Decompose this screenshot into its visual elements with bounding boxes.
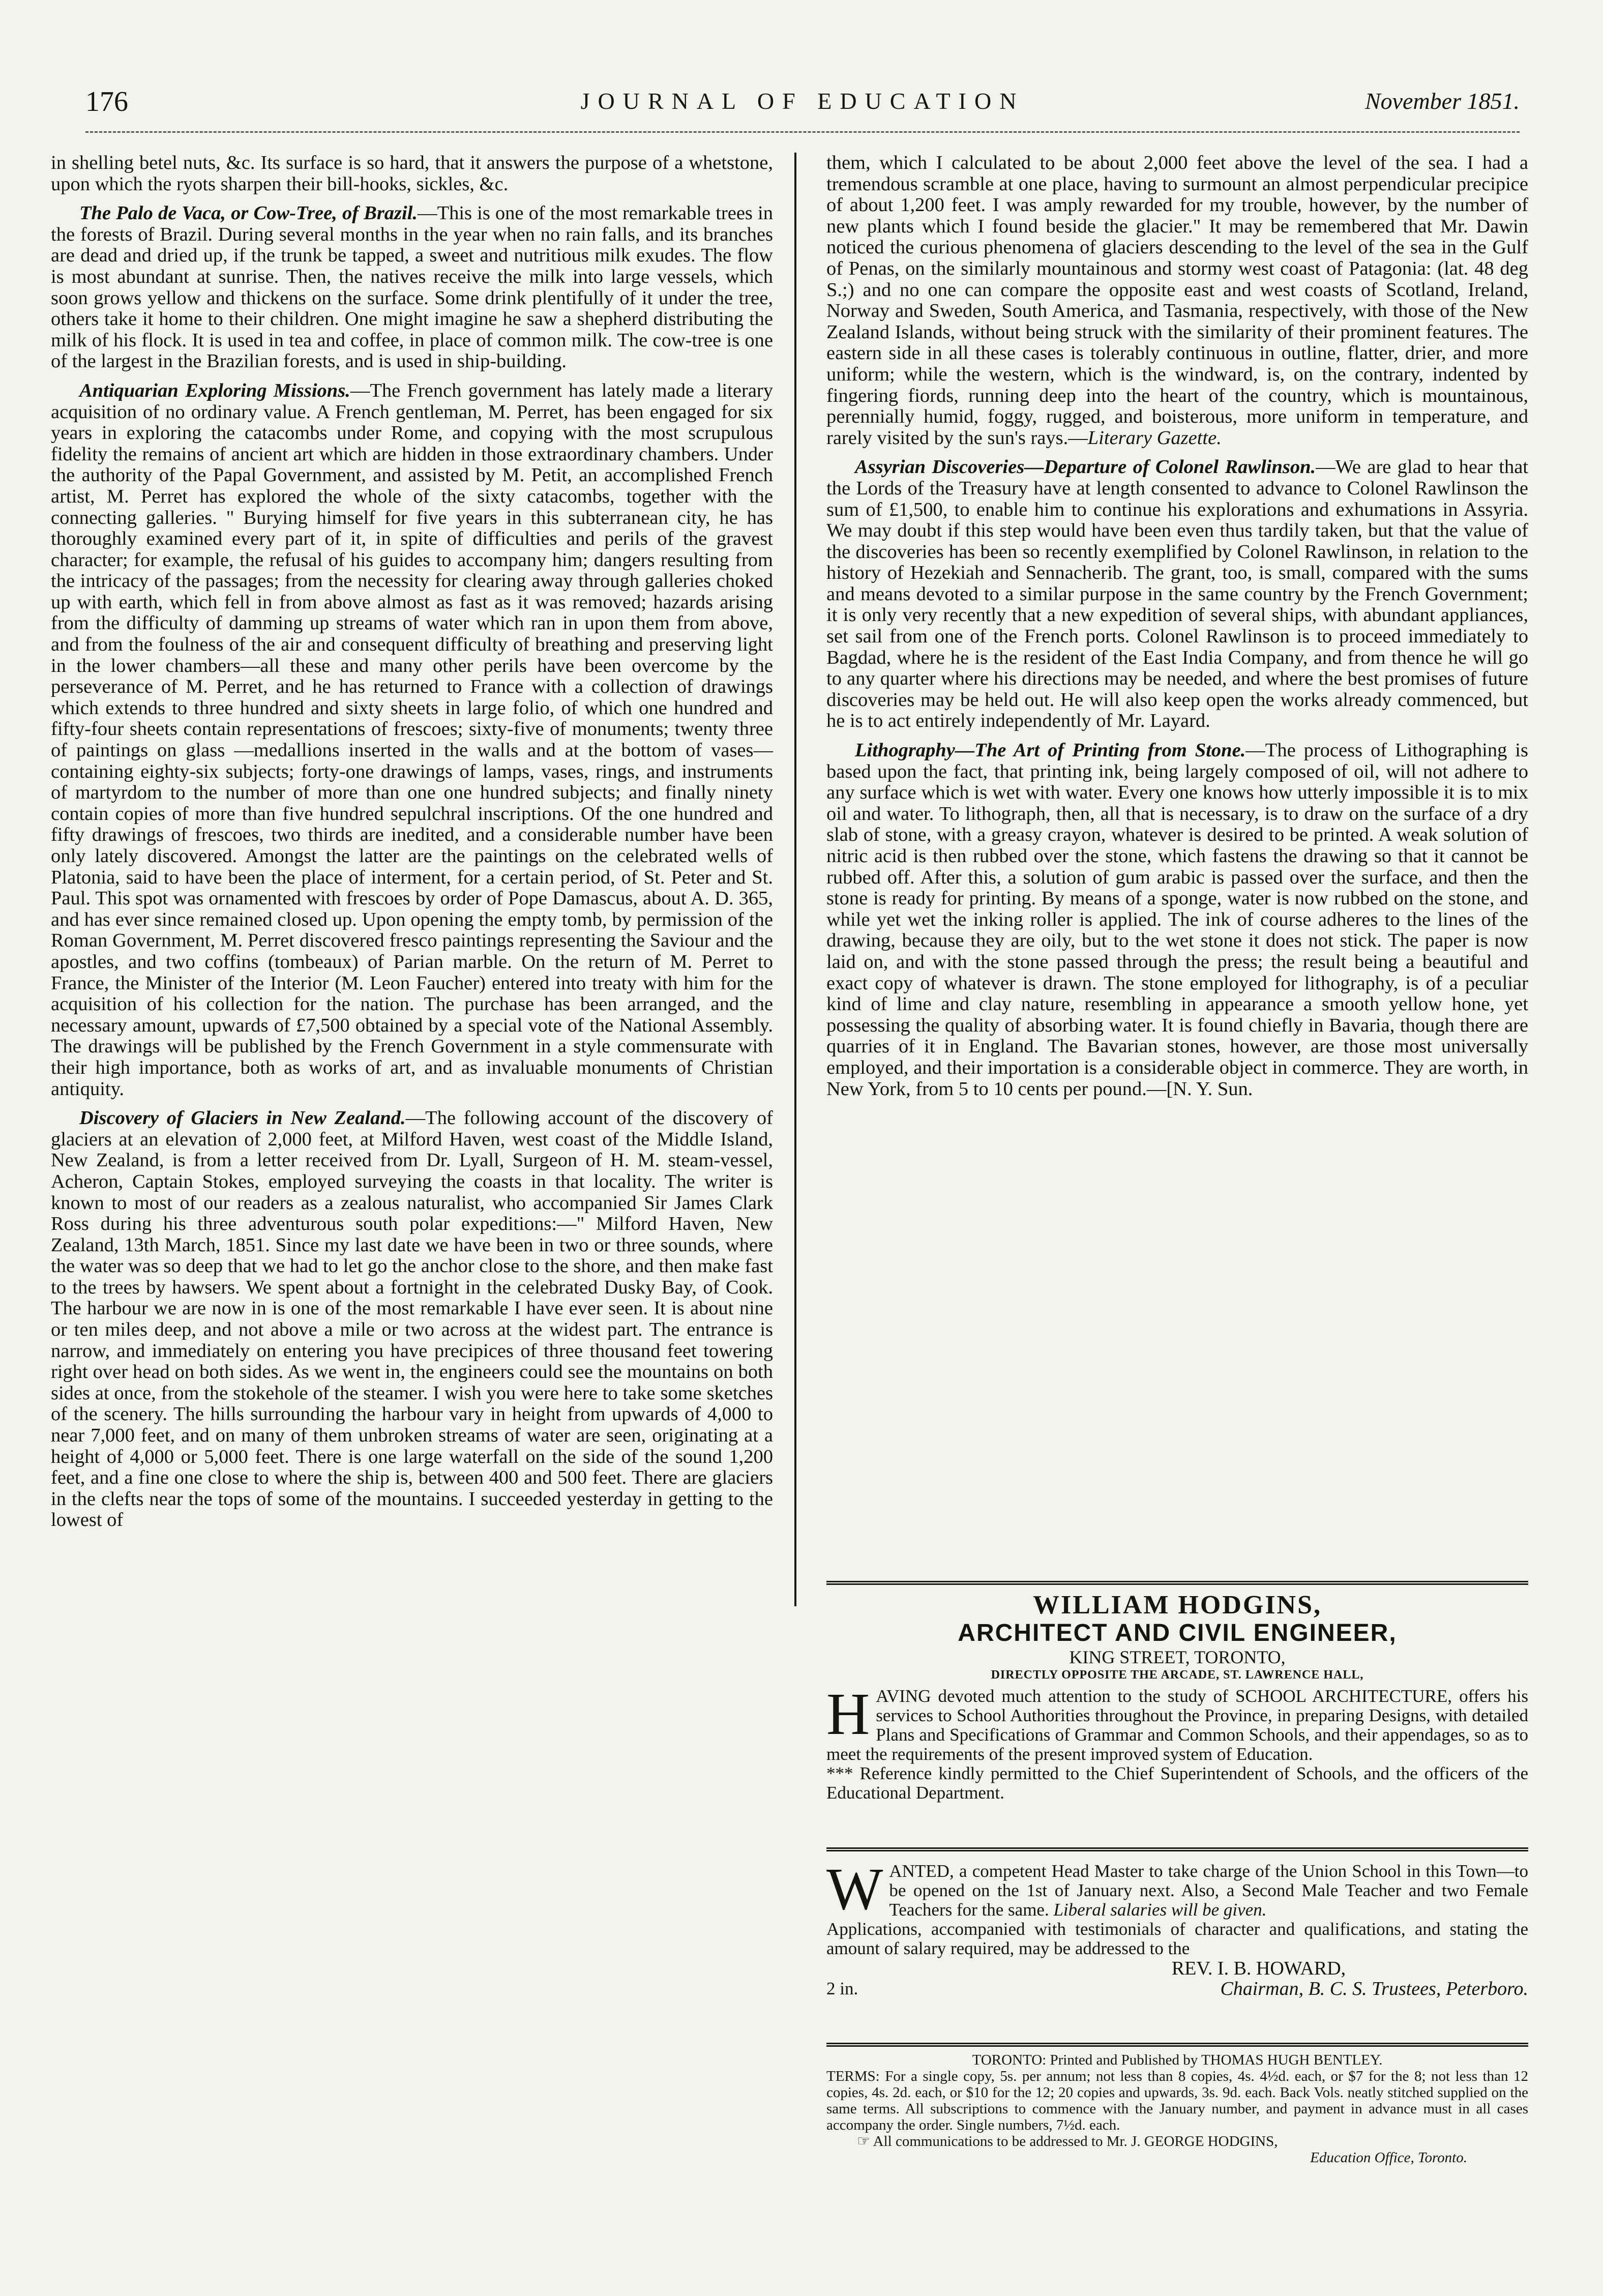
journal-title: JOURNAL OF EDUCATION: [580, 88, 1025, 114]
lithography-article: [826, 740, 1528, 1100]
antiquarian-article: [51, 380, 773, 1100]
article-source: Literary Gazette.: [1087, 427, 1222, 449]
advert-rule-top: [826, 1581, 1528, 1585]
advert-body: [826, 1856, 1528, 1922]
drop-cap: W: [826, 1856, 883, 1922]
article-body: them, which I calculated to be about 2,000 feet above the level of the sea. I had a tremendous scramble at one place, having to surmount an almost perpendicular precipice of about 1,200 feet. I was amply rewarded for my trouble, however, by the number of new plants which I found beside the glacier." It may be remembered that Mr. Dawin noticed the curious phenomena of glaciers descending to the level of the sea in the Gulf of Penas, on the similarly mountainous and stormy west coast of Patagonia: (lat. 48 deg S.;) and no one can compare the opposite east and west coasts of Scotland, Ireland, Norway and Sweden, South America, and Tasmania, respectively, with those of the New Zealand Islands, without being struck with the similarity of their prominent features. The eastern side in all these cases is tolerably continuous in outline, flatter, drier, and more uniform; while the western, which is the windward, is, on the contrary, indented by fingering fiords, running deep into the heart of the country, which is mountainous, perennially humid, foggy, rugged, and boisterous, more uniform in temperature, and rarely visited by the sun's rays.—: [826, 152, 1528, 449]
advert-rule-bottom: [826, 2043, 1528, 2047]
glaciers-article: [51, 1108, 773, 1531]
article-body: —This is one of the most remarkable trees in the forests of Brazil. During several months in the year when no rain falls, and its branches are dead and dried up, if the trunk be tapped, a sweet and nutritious milk exudes. The flow is most abundant at sunrise. Then, the natives receive the milk into large vessels, which soon grows yellow and thickens on the surface. Some drink plentifully of it under the tree, others take it home to their children. One might imagine he saw a shepherd distributing the milk of his flock. It is used in tea and coffee, in place of common milk. The cow-tree is one of the largest in the Brazilian forests, and is used in ship-building.: [51, 202, 773, 372]
header-rule: [85, 131, 1520, 138]
advert-issue: 2 in.: [826, 1979, 858, 1998]
palo-de-vaca-article: [51, 203, 773, 372]
column-divider: [794, 153, 796, 1606]
drop-cap: H: [826, 1681, 870, 1747]
page-number: 176: [85, 86, 128, 117]
article-body: —The following account of the discovery of glaciers at an elevation of 2,000 feet, at Milford Haven, west coast of the Middle Island, New Zealand, is from a letter received from Dr. Lyall, Surgeon of H. M. steam-vessel, Acheron, Captain Stokes, employed surveying the coasts in that locality. The writer is known to most of our readers as a zealous naturalist, who accompanied Sir James Clark Ross during his three adventurous south polar expeditions:—" Milford Haven, New Zealand, 13th March, 1851. Since my last date we have been in two or three sounds, where the water was so deep that we had to let go the anchor close to the shore, and then make fast to the trees by hawsers. We spent about a fortnight in the celebrated Dusky Bay, of Cook. The harbour we are now in is one of the most remarkable I have ever seen. It is about nine or ten miles deep, and not above a mile or two across at the widest part. The entrance is narrow, and immediately on entering you have precipices of three thousand feet towering right over head on both sides. As we went in, the engineers could see the mountains on both sides at once, from the stokehole of the steamer. I wish you were here to take some sketches of the scenery. The hills surrounding the harbour vary in height from upwards of 4,000 to near 7,000 feet, and on many of them unbroken streams of water are seen, originating at a height of 4,000 or 5,000 feet. There is one large waterfall on the side of the sound 1,200 feet, and a fine one close to where the ship is, between 400 and 500 feet. There are glaciers in the clefts near the tops of some of the mountains. I succeeded yesterday in getting to the lowest of: [51, 1107, 773, 1531]
article-heading: Assyrian Discoveries—Departure of Colonel Rawlinson.: [855, 456, 1316, 478]
imprint: [826, 2052, 1528, 2166]
article-body: —The process of Lithographing is based upon the fact, that printing ink, being largely composed of oil, will not adhere to any surface which is wet with water. Every one knows how utterly impossible it is to mix oil and water. To lithograph, then, all that is necessary, is to draw on the surface of a dry slab of stone, with a greasy crayon, whatever is desired to be printed. A weak solution of nitric acid is then rubbed over the stone, which fastens the drawing so that it cannot be rubbed off. After this, a solution of gum arabic is passed over the surface, and then the stone is ready for printing. By means of a sponge, water is now rubbed on the stone, and while yet wet the inking roller is applied. The ink of course adheres to the lines of the drawing, because they are oily, but to the wet stone it does not stick. The paper is now laid on, and with the stone passed through the press; the result being a beautiful and exact copy of whatever is drawn. The stone employed for lithography, is of a peculiar kind of lime and clay nature, resembling in appearance a smooth yellow hone, yet possessing the quality of absorbing water. It is found chiefly in Bavaria, though there are quarries of it in England. The Bavarian stones, however, are those most universally employed, and their importation is a considerable object in commerce. They are worth, in New York, from 5 to 10 cents per pound.—[N. Y. Sun.: [826, 740, 1528, 1100]
advert-name: WILLIAM HODGINS,: [1032, 1591, 1322, 1620]
advert-profession: ARCHITECT AND CIVIL ENGINEER,: [958, 1620, 1397, 1646]
advert-address: KING STREET, TORONTO,: [1069, 1647, 1286, 1667]
running-header: [85, 85, 1520, 121]
subscription-terms: TERMS: For a single copy, 5s. per annum; not less than 8 copies, 4s. 4½d. each, or $7 for the 8; not less than 12 copies, 4s. 2d. each, or $10 for the 12; 20 copies and upwards, 3s. 9d. each. Back Vols. neatly stitched supplied on the same terms. All subscriptions to commence with the January number, and payment in advance must in all cases accompany the order. Single numbers, 7½d. each.: [826, 2068, 1528, 2133]
article-heading: Lithography—The Art of Printing from Stone.: [855, 740, 1246, 761]
article-heading: The Palo de Vaca, or Cow-Tree, of Brazil.: [79, 202, 418, 224]
advert-rule-middle: [826, 1847, 1528, 1851]
article-heading: Discovery of Glaciers in New Zealand.: [79, 1107, 406, 1129]
advert-location: DIRECTLY OPPOSITE THE ARCADE, ST. LAWRENCE HALL,: [991, 1668, 1364, 1682]
left-column: [51, 153, 773, 1539]
advert-text: AVING devoted much attention to the study of SCHOOL ARCHITECTURE, offers his services to School Authorities throughout the Province, in preparing Designs, with detailed Plans and Specifications of Grammar and Common Schools, and their appendages, so as to meet the requirements of the present improved system of Education.: [826, 1686, 1528, 1764]
issue-date: November 1851.: [1364, 88, 1520, 114]
advert-text: ANTED, a competent Head Master to take charge of the Union School in this Town—to be opened on the 1st of January next. Also, a Second Male Teacher and two Female Teachers for the same.: [889, 1861, 1528, 1920]
advert-signer-title: Chairman, B. C. S. Trustees, Peterboro.: [1220, 1978, 1528, 1999]
advert-signer: REV. I. B. HOWARD,: [1171, 1958, 1346, 1979]
assyrian-article: [826, 457, 1528, 732]
article-body: —The French government has lately made a literary acquisition of no ordinary value. A French gentleman, M. Perret, has been engaged for six years in exploring the catacombs under Rome, and copying with the most scrupulous fidelity the remains of ancient art which are hidden in those extraordinary chambers. Under the authority of the Papal Government, and assisted by M. Petit, an accomplished French artist, M. Perret has explored the whole of the sixty catacombs, together with the connecting galleries. " Burying himself for five years in this subterranean city, he has thoroughly examined every part of it, in spite of difficulties and perils of the gravest character; for example, the refusal of his guides to accompany him; dangers resulting from the intricacy of the passages; from the necessity for clearing away through galleries choked up with earth, which fell in from above almost as fast as it was removed; hazards arising from the difficulty of damming up streams of water which ran in upon them from above, and from the foulness of the air and consequent difficulty of breathing and preserving light in the lower chambers—all these and many other perils have been overcome by the perseverance of M. Perret, and he has returned to France with a collection of drawings which extends to three hundred and sixty sheets in large folio, of which one hundred and fifty-four sheets contain representations of frescoes; sixty-five of monuments; twenty three of paintings on glass —medallions inserted in the walls and at the bottom of vases—containing eighty-six subjects; forty-one drawings of lamps, vases, rings, and instruments of martyrdom to the number of more than one one hundred subjects; and finally ninety contain copies of more than five hundred sepulchral inscriptions. Of the one hundred and fifty drawings of frescoes, two thirds are inedited, and a considerable number have been only lately discovered. Amongst the latter are the paintings on the celebrated wells of Platonia, said to have been the place of interment, for a certain period, of St. Peter and St. Paul. This spot was ornamented with frescoes by order of Pope Damascus, about A. D. 365, and has ever since remained closed up. Upon opening the empty tomb, by permission of the Roman Government, M. Perret discovered fresco paintings representing the Saviour and the apostles, and two coffins (tombeaux) of Parian marble. On the return of M. Perret to France, the Minister of the Interior (M. Leon Faucher) entered into treaty with him for the acquisition of his collection for the nation. The purchase has been arranged, and the necessary amount, upwards of £7,500 obtained by a special vote of the National Assembly. The drawings will be published by the French Government in a style commensurate with their high importance, both as works of art, and as invaluable monuments of Christian antiquity.: [51, 379, 773, 1100]
advert-body: [826, 1681, 1528, 1764]
glaciers-continuation: [826, 153, 1528, 449]
communications-line: ☞ All communications to be addressed to Mr. J. GEORGE HODGINS,: [857, 2133, 1278, 2150]
advert-salaries: Liberal salaries will be given.: [1053, 1900, 1267, 1920]
advert-signature-line: [826, 1979, 1528, 1999]
office-line: Education Office, Toronto.: [1310, 2150, 1467, 2166]
article-body: —We are glad to hear that the Lords of the Treasury have at length consented to advance to Colonel Rawlinson the sum of £1,500, to enable him to continue his explorations and exhumations in Assyria. We may doubt if this step would have been even thus tardily taken, but that the value of the discoveries has been so recently exemplified by Colonel Rawlinson, in relation to the history of Hezekiah and Sennacherib. The grant, too, is small, compared with the sums and means devoted to a similar purpose in the same country by the French Government; it is only very recently that a new expedition of several ships, with abundant appliances, set sail from one of the French ports. Colonel Rawlinson is to proceed immediately to Bagdad, where he is the resident of the East India Company, and from thence he will go to any quarter where his directions may be needed, and where the best promises of future discoveries may be held out. He will also keep open the works already commenced, but he is to act entirely independently of Mr. Layard.: [826, 456, 1528, 732]
betel-paragraph: in shelling betel nuts, &c. Its surface is so hard, that it answers the purpose of a whetstone, upon which the ryots sharpen their bill-hooks, sickles, &c.: [51, 152, 773, 195]
article-heading: Antiquarian Exploring Missions.: [79, 379, 350, 401]
advert-reference-note: *** Reference kindly permitted to the Chief Superintendent of Schools, and the officers of the Educational Department.: [826, 1763, 1528, 1803]
hodgins-advert: [826, 1591, 1528, 1803]
right-column: [826, 153, 1528, 1108]
wanted-advert: [826, 1858, 1528, 1999]
advert-applications: Applications, accompanied with testimonials of character and qualifications, and stating the amount of salary required, may be addressed to the: [826, 1919, 1528, 1958]
publisher-line: TORONTO: Printed and Published by THOMAS HUGH BENTLEY.: [972, 2052, 1383, 2068]
